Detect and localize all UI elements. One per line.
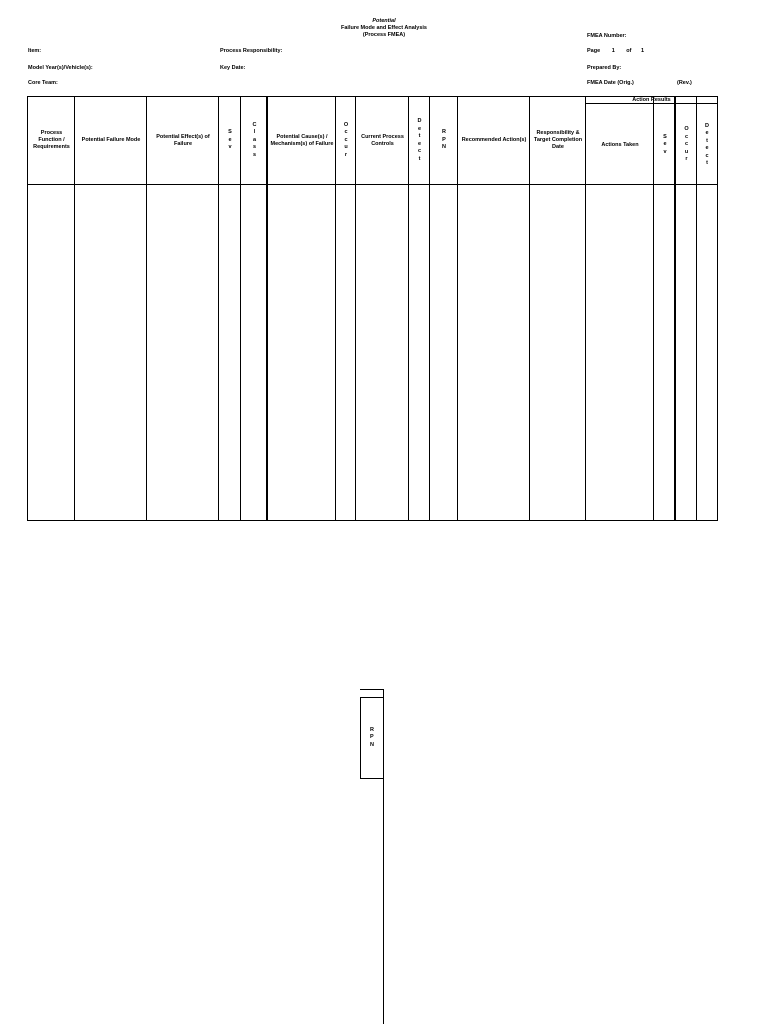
stub-top-line <box>360 689 384 690</box>
header-recommended-actions: Recommended Action(s) <box>458 97 530 185</box>
fmea-date-label: FMEA Date (Orig.) <box>587 80 634 86</box>
page-current: 1 <box>611 48 615 54</box>
header-responsibility: Responsibility & Target Completion Date <box>530 97 586 185</box>
header-failure-mode: Potential Failure Mode <box>75 97 147 185</box>
stub-vertical-line <box>383 689 384 1024</box>
page-label: Page <box>587 48 601 54</box>
fmea-table <box>27 96 718 521</box>
title-line-potential: Potential <box>372 18 396 24</box>
form-title <box>284 18 484 39</box>
item-label: Item: <box>28 48 42 54</box>
title-line-fmea: Failure Mode and Effect Analysis <box>341 25 427 31</box>
header-result-sev: S e v <box>654 106 676 185</box>
header-detect: D e t e c t <box>409 97 430 185</box>
key-date-label: Key Date: <box>220 65 246 71</box>
header-sev: S e v <box>219 97 241 185</box>
header-class: C l a s s <box>241 97 268 185</box>
stub-rpn-box <box>360 697 384 779</box>
page-indicator <box>587 48 644 54</box>
rev-label: (Rev.) <box>677 80 692 86</box>
fmea-number-label: FMEA Number: <box>587 33 627 39</box>
page-total: 1 <box>641 48 645 54</box>
prepared-by-label: Prepared By: <box>587 65 622 71</box>
title-line-process: (Process FMEA) <box>362 32 406 38</box>
header-result-detect: D e t e c t <box>697 106 717 185</box>
core-team-label: Core Team: <box>28 80 58 86</box>
header-actions-taken: Actions Taken <box>586 106 654 185</box>
action-results-header: Action Results <box>585 96 718 104</box>
header-controls: Current Process Controls <box>356 97 409 185</box>
header-occur: O c c u r <box>336 97 356 185</box>
page-of: of <box>626 48 632 54</box>
header-rpn: R P N <box>430 97 458 185</box>
model-year-label: Model Year(s)/Vehicle(s): <box>28 65 93 71</box>
header-causes: Potential Cause(s) / Mechanism(s) of Failure <box>268 97 336 185</box>
stub-rpn-label: R P N <box>370 726 374 748</box>
header-result-occur: O c c u r <box>676 106 697 185</box>
header-process-function: Process Function / Requirements <box>28 97 75 185</box>
header-effects: Potential Effect(s) of Failure <box>147 97 219 185</box>
process-responsibility-label: Process Responsibility: <box>220 48 283 54</box>
